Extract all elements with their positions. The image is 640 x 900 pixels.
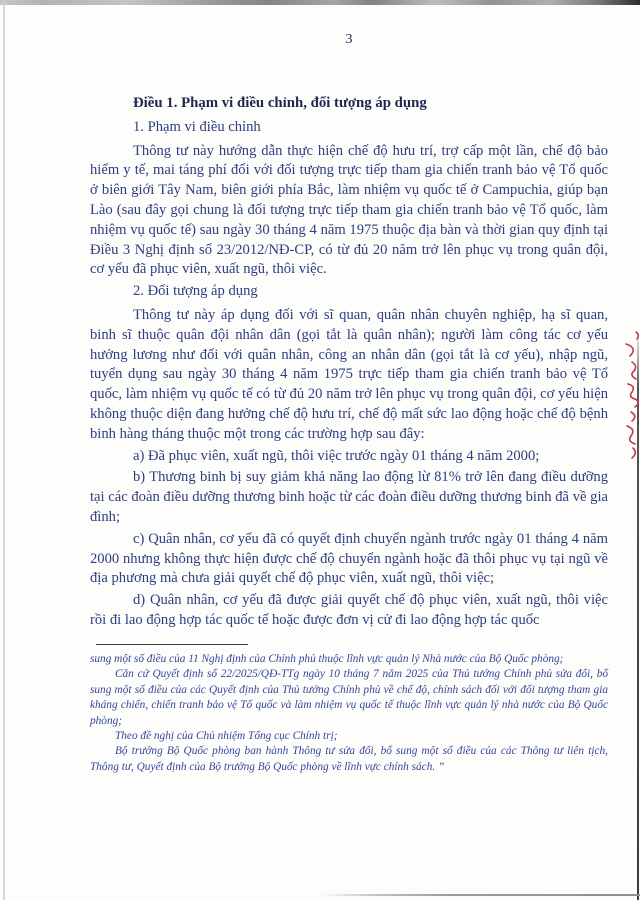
section-1-paragraph: Thông tư này hướng dẫn thực hiện chế độ hưu trí, trợ cấp một lần, chế độ bảo hiểm y tế, mai táng phí đối với đối tượng trực tiếp tham gia chiến tranh bảo vệ Tổ quốc ở biên giới Tây Nam, biên giới phía Bắc, làm nhiệm vụ quốc tế ở Campuchia, giúp bạn Lào (sau đây gọi chung là đối tượng trực tiếp tham gia chiến tranh bảo vệ Tổ quốc, làm nhiệm vụ quốc tế) sau ngày 30 tháng 4 năm 1975 thuộc địa bàn và thời gian quy định tại Điều 3 Nghị định số 23/2012/NĐ-CP, có từ đủ 20 năm trở lên phục vụ trong quân đội, cơ yếu đã phục viên, xuất ngũ, thôi việc. [90,142,608,278]
article-heading: Điều 1. Phạm vi điều chỉnh, đối tượng áp dụng [133,95,427,111]
scan-artifact-bottom-edge [0,894,640,896]
scan-artifact-left-edge [3,0,5,900]
section-2-item-c: c) Quân nhân, cơ yếu đã có quyết định chuyển ngành trước ngày 01 tháng 4 năm 2000 nhưng không thực hiện được chế độ chuyển ngành hoặc đã thôi phục vụ tại ngũ về địa phương mà chưa giải quyết chế độ phục viên, xuất ngũ, thôi việc; [90,530,608,587]
footnote-block [90,644,608,775]
section-1-label: 1. Phạm vi điều chỉnh [133,118,261,135]
page-number: 3 [345,32,353,47]
footnote-para-ban-hanh: Bộ trưởng Bộ Quốc phòng ban hành Thông tư sửa đổi, bổ sung một số điều của các Thông tư liên tịch, Thông tư, Quyết định của Bộ trưởng Bộ Quốc phòng về lĩnh vực chính sách. ” [90,745,608,773]
handwritten-red-annotation-icon [618,322,640,472]
footnote-separator-rule [96,644,248,645]
footnote-continuation-line: sung một số điều của 11 Nghị định của Chính phủ thuộc lĩnh vực quản lý Nhà nước của Bộ Quốc phòng; [90,653,564,665]
section-2-item-b: b) Thương binh bị suy giảm khả năng lao động lừ 81% trở lên đang điều dưỡng tại các đoàn điều dưỡng thương binh hoặc từ các đoàn điều dưỡng thương binh đã về gia đình; [90,469,608,525]
section-2-label: 2. Đối tượng áp dụng [133,283,258,300]
section-2-item-d: d) Quân nhân, cơ yếu đã được giải quyết chế độ phục viên, xuất ngũ, thôi việc rồi đi lao động hợp tác quốc tế hoặc được đơn vị cử đi lao động hợp tác quốc [90,592,608,628]
scan-artifact-top-edge [0,0,640,5]
footnote-para-de-nghi: Theo đề nghị của Chủ nhiệm Tổng cục Chính trị; [115,730,338,743]
section-2-item-a: a) Đã phục viên, xuất ngũ, thôi việc trước ngày 01 tháng 4 năm 2000; [133,447,540,464]
footnote-para-quyet-dinh: Căn cứ Quyết định số 22/2025/QĐ-TTg ngày 10 tháng 7 năm 2025 của Thủ tướng Chính phủ sửa đổi, bổ sung một số điều của các Quyết định của Thủ tướng Chính phủ về chế độ, chính sách đối với đối tượng tham gia kháng chiến, chiến tranh bảo vệ Tổ quốc và làm nhiệm vụ quốc tế thuộc lĩnh vực quản lý nhà nước của Bộ Quốc phòng; [90,668,608,727]
document-body [90,30,608,633]
section-2-intro-paragraph: Thông tư này áp dụng đối với sĩ quan, quân nhân chuyên nghiệp, hạ sĩ quan, binh sĩ thuộc quân đội nhân dân (gọi tắt là quân nhân); người làm công tác cơ yếu hưởng lương như đối với quân nhân, công an nhân dân (gọi tắt là cơ yếu), nhập ngũ, tuyển dụng sau ngày 30 tháng 4 năm 1975 trực tiếp tham gia chiến tranh bảo vệ Tổ quốc, làm nhiệm vụ quốc tế có từ đủ 20 năm trở lên phục vụ trong quân đội, cơ yếu hiện không thuộc diện đang hưởng chế độ hưu trí, chế độ mất sức lao động hoặc chế độ bệnh binh hàng tháng thuộc một trong các trường hợp sau đây: [90,306,608,442]
